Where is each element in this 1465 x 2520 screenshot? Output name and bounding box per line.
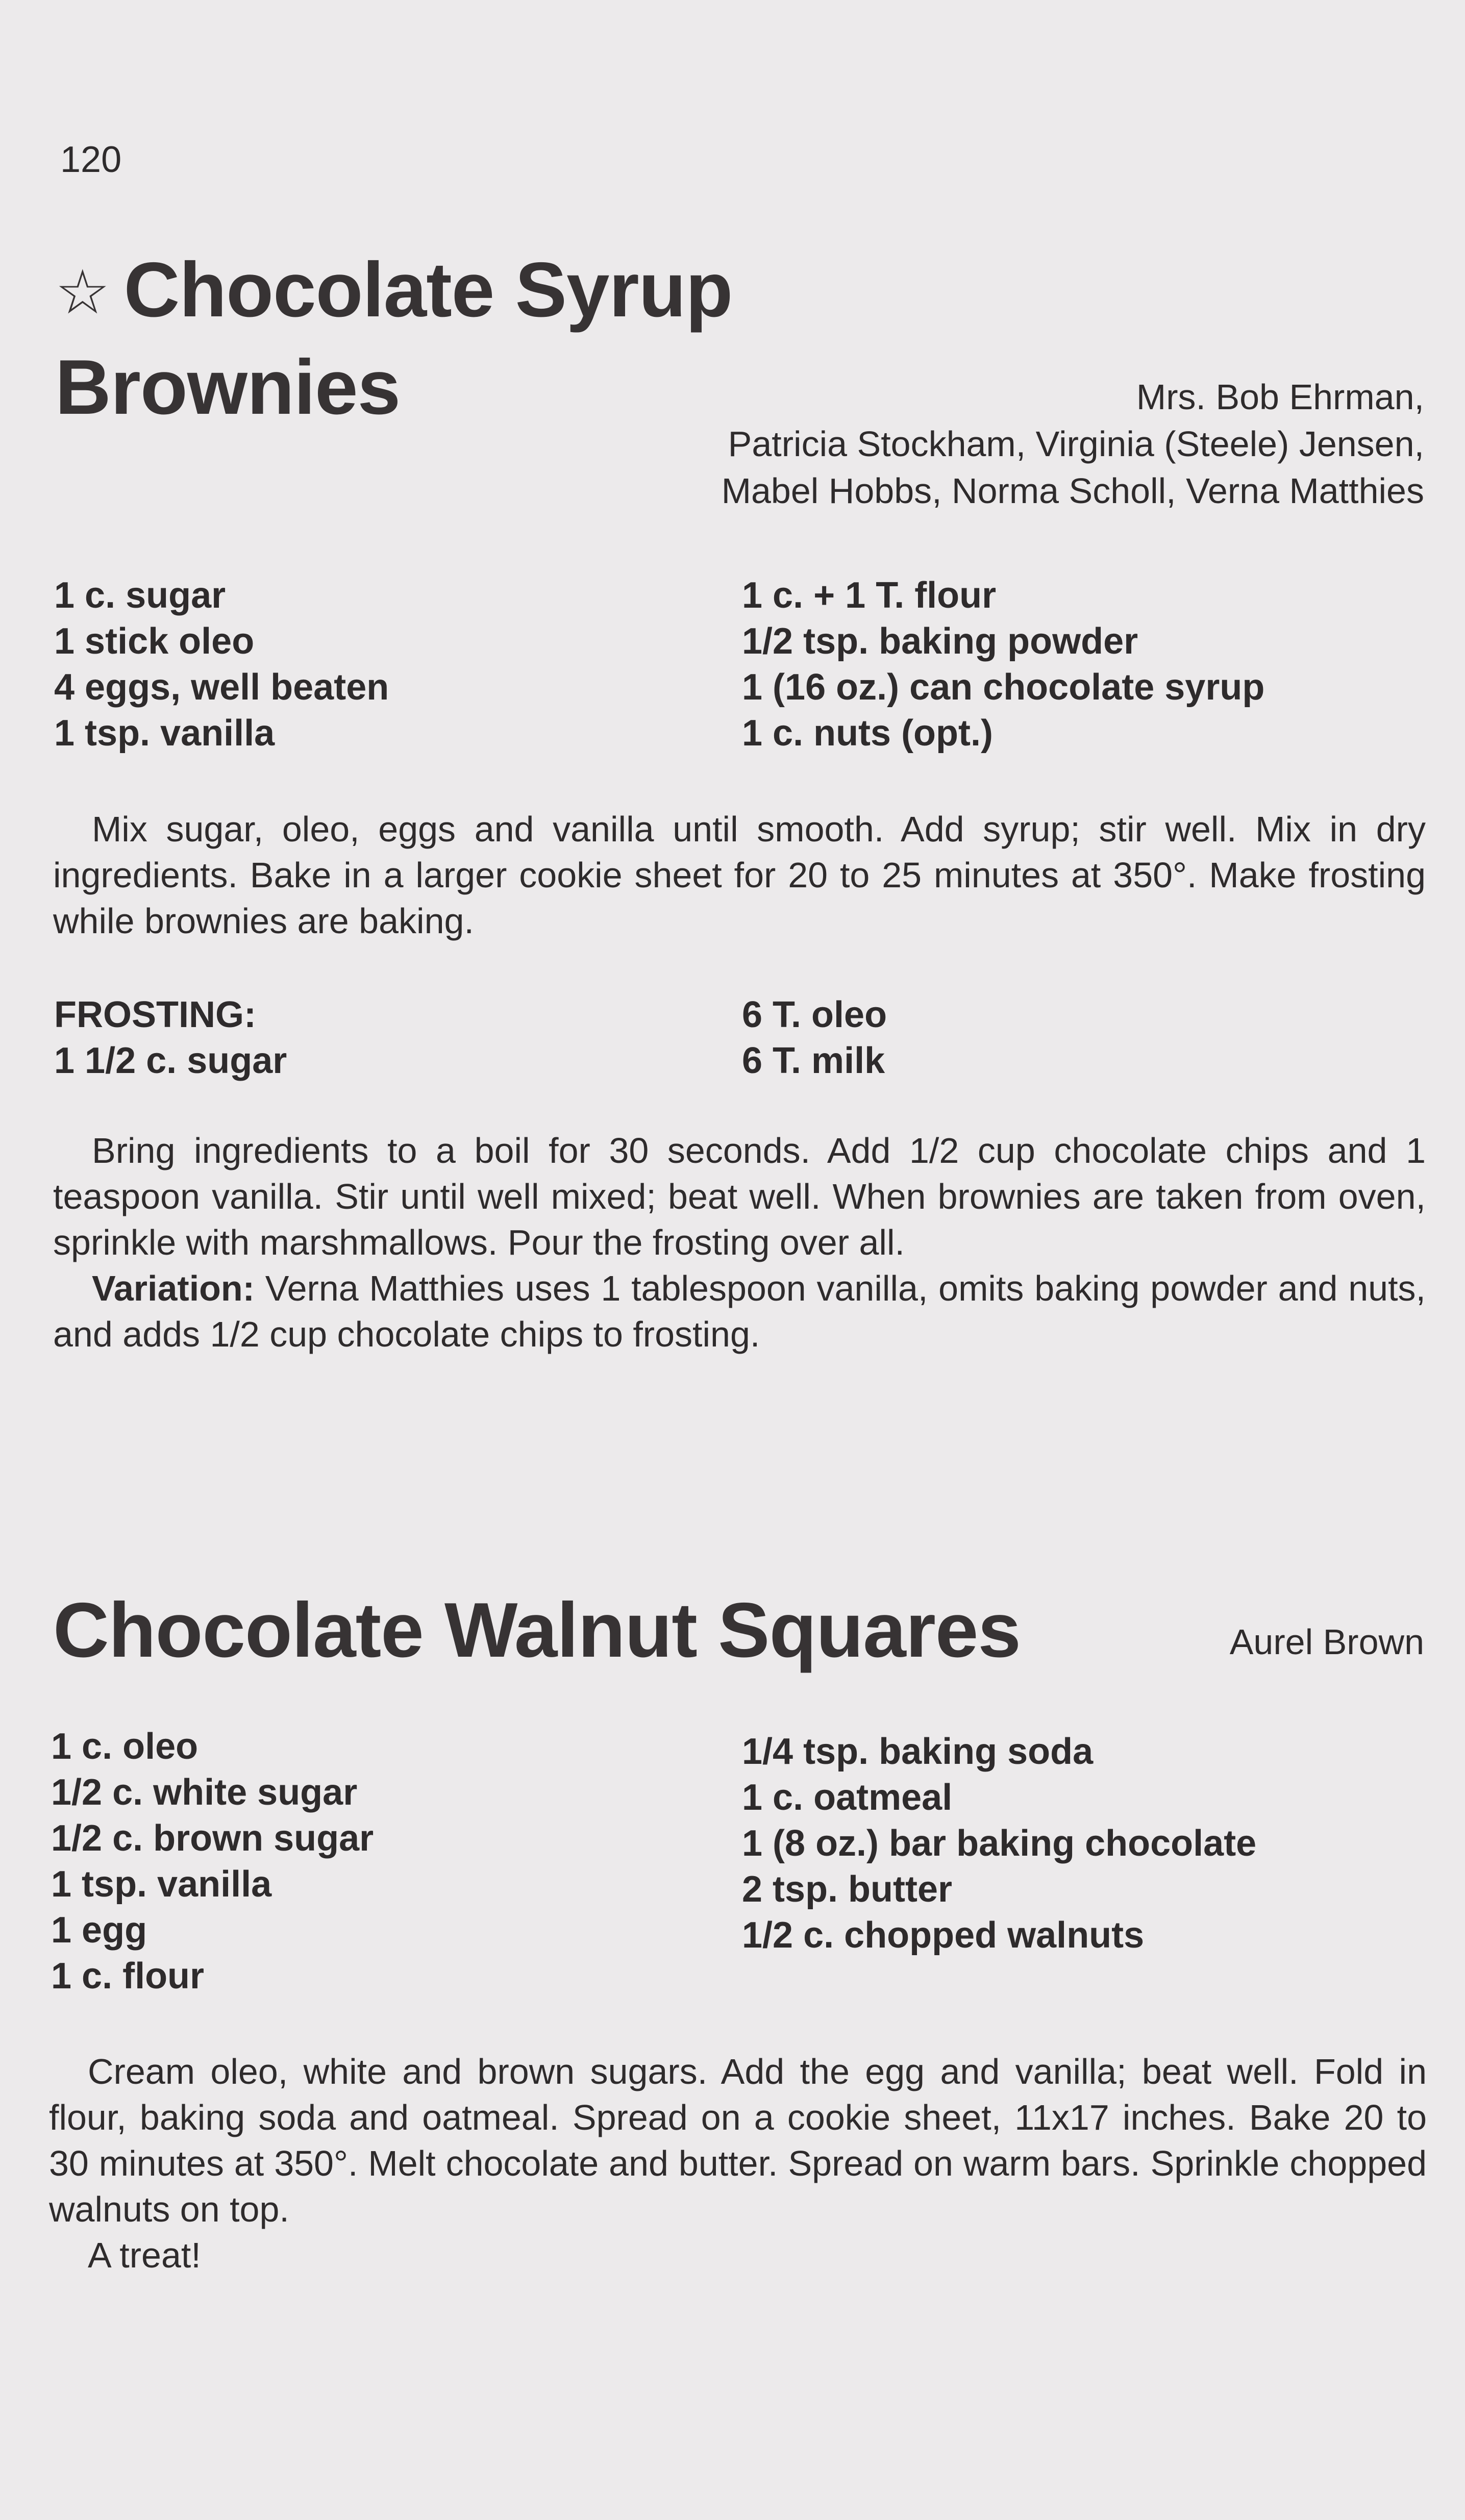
ingredient: 1 c. oleo <box>51 1726 198 1767</box>
frosting-directions <box>53 1128 1426 1357</box>
ingredient: 1 tsp. vanilla <box>51 1864 272 1905</box>
ingredient: 1 (8 oz.) bar baking chocolate <box>742 1823 1257 1864</box>
recipe1-ingredients-left <box>54 572 389 756</box>
title-line-1: Chocolate Syrup <box>123 246 733 333</box>
recipe2-ingredients-right <box>742 1729 1256 1958</box>
ingredient: 1 c. + 1 T. flour <box>742 575 997 616</box>
recipe2-note: A treat! <box>88 2235 201 2275</box>
frosting-ingredients-right <box>742 992 887 1084</box>
ingredient: 4 eggs, well beaten <box>54 667 389 708</box>
star-icon: ☆ <box>55 258 110 327</box>
ingredient: 1 tsp. vanilla <box>54 713 275 754</box>
ingredient: 6 T. milk <box>742 1040 885 1081</box>
recipe1-ingredients-right <box>742 572 1264 756</box>
contributor-line: Mabel Hobbs, Norma Scholl, Verna Matthies <box>721 471 1424 511</box>
directions-text: Cream oleo, white and brown sugars. Add the egg and vanilla; beat well. Fold in flour, baking soda and oatmeal. Spread on a cookie sheet, 11x17 inches. Bake 20 to 30 minutes at 350°. Melt chocolate and butter. Spread on warm bars. Sprinkle chopped walnuts on top. <box>49 2052 1427 2229</box>
ingredient: 1 1/2 c. sugar <box>54 1040 287 1081</box>
ingredient: 1/2 c. chopped walnuts <box>742 1915 1145 1956</box>
frosting-heading: FROSTING: <box>54 994 256 1035</box>
page-number: 120 <box>60 139 122 180</box>
recipe-title-chocolate-walnut-squares: Chocolate Walnut Squares <box>53 1587 1021 1674</box>
ingredient: 6 T. oleo <box>742 994 887 1035</box>
ingredient: 1 c. flour <box>51 1956 205 1997</box>
ingredient: 1 c. oatmeal <box>742 1777 953 1818</box>
variation-text: Verna Matthies uses 1 tablespoon vanilla, omits baking powder and nuts, and adds 1/2 cup chocolate chips to frosting. <box>53 1268 1426 1354</box>
ingredient: 2 tsp. butter <box>742 1869 953 1910</box>
ingredient: 1 (16 oz.) can chocolate syrup <box>742 667 1265 708</box>
recipe2-contributor: Aurel Brown <box>1229 1622 1424 1662</box>
ingredient: 1/4 tsp. baking soda <box>742 1731 1094 1772</box>
ingredient: 1 c. nuts (opt.) <box>742 713 993 754</box>
recipe2-ingredients-left <box>51 1724 374 1999</box>
ingredient: 1 egg <box>51 1910 147 1951</box>
ingredient: 1 stick oleo <box>54 621 255 662</box>
recipe1-directions <box>53 806 1426 944</box>
ingredient: 1/2 c. brown sugar <box>51 1818 374 1859</box>
variation-label: Variation: <box>92 1268 255 1308</box>
frosting-ingredients-left <box>54 992 287 1084</box>
contributor-line: Mrs. Bob Ehrman, <box>1136 377 1424 417</box>
contributor-line: Patricia Stockham, Virginia (Steele) Jensen, <box>728 424 1424 464</box>
ingredient: 1 c. sugar <box>54 575 226 616</box>
variation-note <box>53 1265 1426 1357</box>
frosting-directions-text: Bring ingredients to a boil for 30 seconds. Add 1/2 cup chocolate chips and 1 teaspoon vanilla. Stir until well mixed; beat well. When brownies are taken from oven, sprinkle with marshmallows. Pour the frosting over all. <box>53 1131 1426 1262</box>
title-line-2: Brownies <box>55 344 401 431</box>
recipe-title-chocolate-syrup-brownies <box>55 244 732 433</box>
recipe2-directions <box>49 2049 1427 2278</box>
ingredient: 1/2 c. white sugar <box>51 1772 358 1813</box>
directions-text: Mix sugar, oleo, eggs and vanilla until smooth. Add syrup; stir well. Mix in dry ingredients. Bake in a larger cookie sheet for 20 to 25 minutes at 350°. Make frosting while brownies are baking. <box>53 809 1426 941</box>
ingredient: 1/2 tsp. baking powder <box>742 621 1138 662</box>
recipe1-contributors <box>722 373 1424 514</box>
